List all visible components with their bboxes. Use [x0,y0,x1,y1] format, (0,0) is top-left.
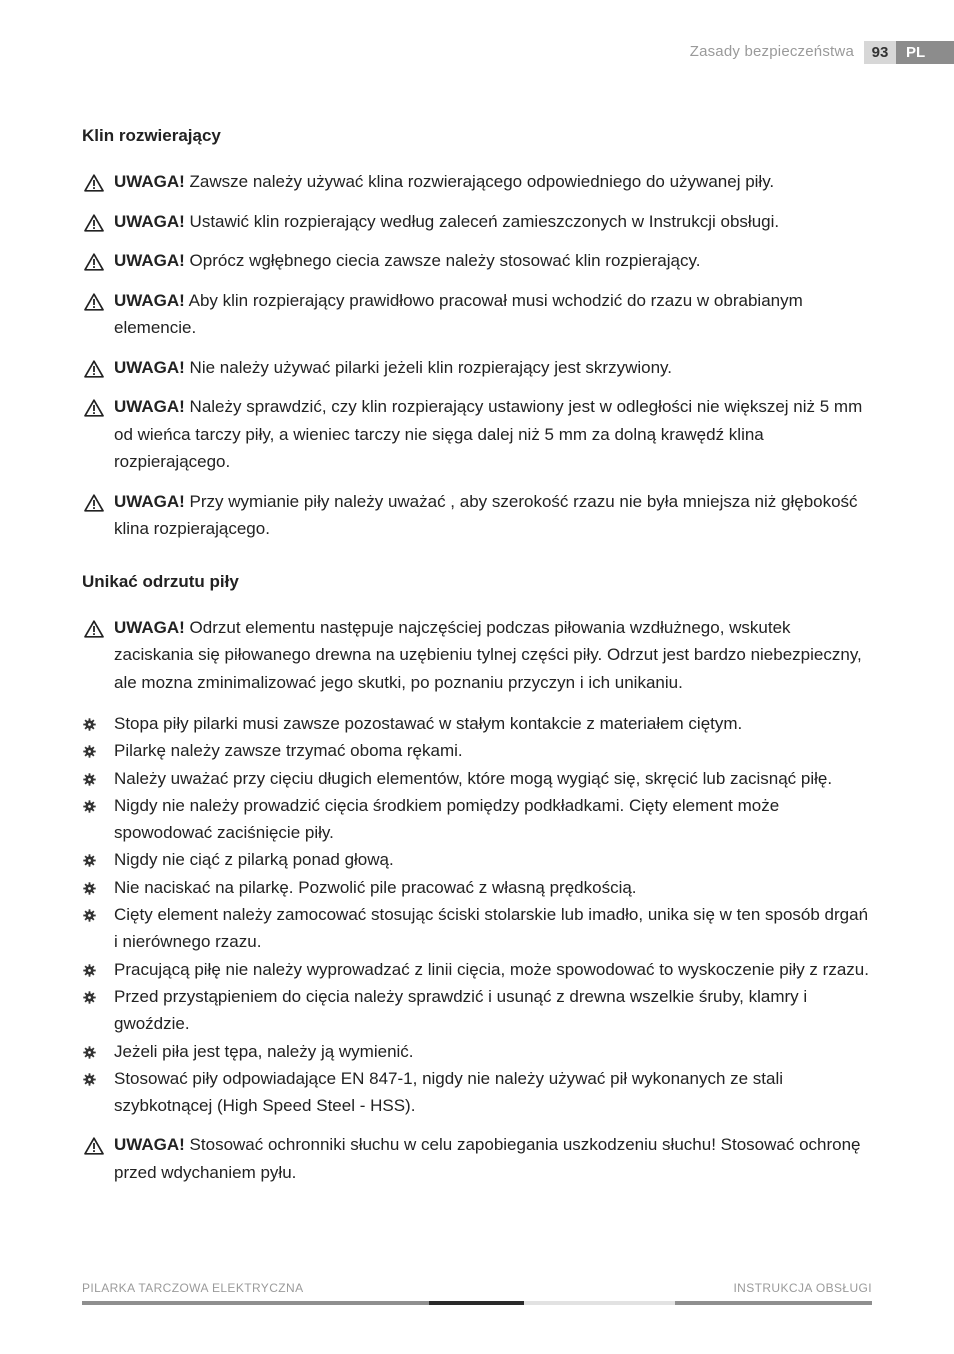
list-item-text: Stopa piły pilarki musi zawsze pozostawać w stałym kontakcie z materiałem ciętym. [114,714,743,733]
warning-text: Stosować ochronniki słuchu w celu zapobiegania uszkodzeniu słuchu! Stosować ochronę przed wdychaniem pyłu. [114,1135,861,1182]
warning-triangle-icon [84,360,104,378]
list-item-text: Nigdy nie ciąć z pilarką ponad głową. [114,850,394,870]
warning-item [82,354,874,382]
warning-triangle-icon [84,174,104,192]
kickback-bullet-list [82,710,874,1119]
gear-bullet-icon [83,909,96,922]
warning-label: UWAGA! [114,251,185,270]
gear-bullet-icon [83,991,96,1004]
footer-bar-segment-light [524,1301,675,1305]
list-item-text: Przed przystąpieniem do cięcia należy sprawdzić i usunąć z drewna wszelkie śruby, klamry i gwoździe. [114,986,808,1034]
section-title-odrzut: Unikać odrzutu piły [82,571,239,591]
warning-item [82,614,874,697]
list-item [82,983,874,1038]
warning-text: Aby klin rozpierający prawidłowo pracował musi wchodzić do rzazu w obrabianym elemencie. [114,290,803,337]
warning-triangle-icon [84,399,104,417]
warning-label: UWAGA! [114,397,185,416]
list-item [82,1065,874,1120]
warning-label: UWAGA! [114,290,185,310]
warning-text: Ustawić klin rozpierający według zaleceń zamieszczonych w Instrukcji obsługi. [184,211,780,231]
warning-item [82,168,874,196]
warning-triangle-icon [84,620,104,638]
warning-label: UWAGA! [114,172,185,191]
list-item-text: Nie naciskać na pilarkę. Pozwolić pile pracować z własną prędkością. [114,877,637,897]
list-item-text: Stosować piły odpowiadające EN 847-1, nigdy nie należy używać pił wykonanych ze stali szybkotnącej (High Speed Steel - HSS). [114,1068,784,1116]
warning-label: UWAGA! [114,1135,185,1155]
gear-bullet-icon [83,854,96,867]
warning-text: Oprócz wgłębnego ciecia zawsze należy stosować klin rozpierający. [184,251,701,270]
warning-label: UWAGA! [114,617,185,637]
warning-item [82,1131,874,1186]
list-item [82,901,874,956]
list-item-text: Pilarkę należy zawsze trzymać oboma rękami. [114,741,463,761]
gear-bullet-icon [83,1046,96,1059]
warning-text: Zawsze należy używać klina rozwierającego odpowiedniego do używanej piły. [184,172,775,191]
warning-text: Przy wymianie piły należy uważać , aby szerokość rzazu nie była mniejsza niż głębokość klina rozpierającego. [114,491,858,538]
gear-bullet-icon [83,1073,96,1086]
warnings-list-odrzut-intro [82,614,874,697]
gear-bullet-icon [83,882,96,895]
footer-bar-segment-grey [82,1301,429,1305]
warning-triangle-icon [84,1137,104,1155]
language-badge: PL [896,41,954,64]
list-item [82,765,874,792]
warning-label: UWAGA! [114,357,185,377]
page-content [82,124,874,1198]
gear-bullet-icon [83,718,96,731]
list-item-text: Cięty element należy zamocować stosując ściski stolarskie lub imadło, unika się w ten sposób drgań i nierównego rzazu. [114,905,869,952]
gear-bullet-icon [83,964,96,977]
warnings-list-klin [82,168,874,543]
warning-triangle-icon [84,293,104,311]
gear-bullet-icon [83,800,96,813]
footer-left-text: PILARKA TARCZOWA ELEKTRYCZNA [82,1281,304,1295]
warning-item [82,287,874,342]
list-item [82,792,874,847]
list-item [82,710,874,737]
warnings-list-odrzut-final [82,1131,874,1186]
list-item [82,846,874,873]
warning-text: Należy sprawdzić, czy klin rozpierający ustawiony jest w odległości nie większej niż 5 mm od wieńca tarczy piły, a wieniec tarczy nie sięga dalej niż 5 mm za dolną krawędź klina rozpierającego. [114,397,863,471]
list-item-text: Nigdy nie należy prowadzić cięcia środkiem pomiędzy podkładkami. Cięty element może spowodować zaciśnięcie piły. [114,795,780,843]
list-item-text: Pracującą piłę nie należy wyprowadzać z linii cięcia, może spowodować to wyskoczenie piły z rzazu. [114,959,869,979]
warning-triangle-icon [84,214,104,232]
warning-item [82,488,874,543]
list-item [82,1038,874,1065]
footer-bar-segment-grey-right [675,1301,872,1305]
warning-item [82,393,874,476]
list-item-text: Jeżeli piła jest tępa, należy ją wymienić. [114,1041,414,1061]
list-item [82,737,874,764]
page-number: 93 [864,41,896,64]
warning-text: Odrzut elementu następuje najczęściej podczas piłowania wzdłużnego, wskutek zaciskania się piłowanego drewna na uzębieniu tylnej części piły. Odrzut jest bardzo niebezpieczny, ale mozna zminimalizować jego skutki, po poznaniu przyczyn i ich unikaniu. [114,617,862,692]
footer-right-text: INSTRUKCJA OBSŁUGI [733,1281,872,1295]
warning-item [82,247,874,275]
footer-bar-segment-dark [429,1301,524,1305]
list-item [82,956,874,983]
gear-bullet-icon [83,773,96,786]
warning-label: UWAGA! [114,491,185,511]
warning-text: Nie należy używać pilarki jeżeli klin rozpierający jest skrzywiony. [184,357,673,377]
warning-triangle-icon [84,253,104,271]
warning-item [82,208,874,236]
list-item-text: Należy uważać przy cięciu długich elementów, które mogą wygiąć się, skręcić lub zacisnąć piłę. [114,768,833,788]
warning-label: UWAGA! [114,211,185,231]
gear-bullet-icon [83,745,96,758]
header-section-title: Zasady bezpieczeństwa [689,43,854,60]
list-item [82,874,874,901]
section-title-klin: Klin rozwierający [82,126,221,145]
warning-triangle-icon [84,494,104,512]
